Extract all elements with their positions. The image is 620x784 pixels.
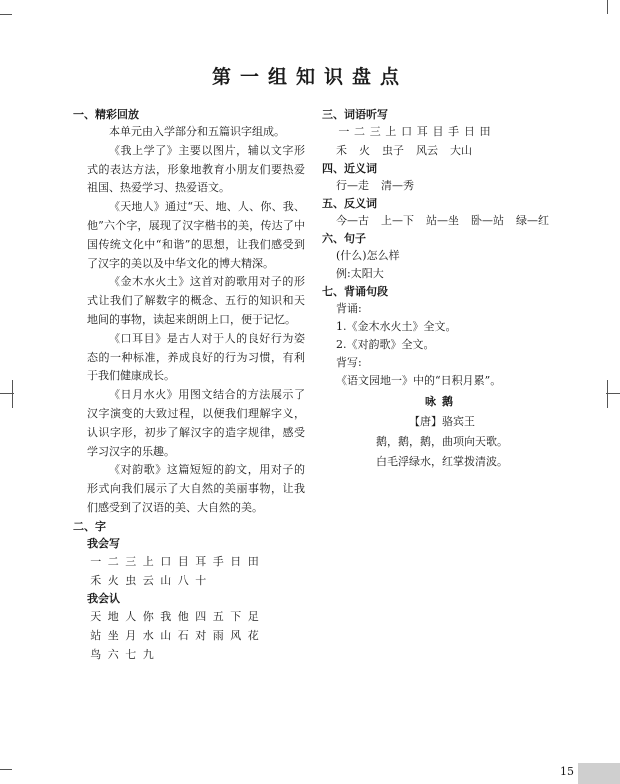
poem-author: 【唐】骆宾王 [409,414,475,428]
char: 口 [401,125,413,138]
char: 站 [90,629,102,643]
char: 风 [230,629,242,643]
page-number: 15 [560,765,574,778]
char: 八 [177,573,189,587]
char: 山 [160,573,172,587]
char: 目 [177,554,189,568]
left-column [73,106,305,665]
char: 一 [338,125,350,138]
char: 七 [125,647,137,661]
word: 虫子 [382,143,404,157]
right-column [322,106,562,472]
synonym-row [336,177,562,195]
word: 火 [359,143,370,157]
char: 虫 [125,573,137,587]
char: 你 [142,610,154,624]
char: 目 [432,125,444,138]
word-row [336,123,562,142]
paragraph: 《口耳目》是古人对于人的良好行为姿态的一种标准，养成良好的行为习惯，有利于我们健康成长。 [87,331,305,383]
synonym-pair: 清—秀 [381,178,414,192]
char: 雨 [212,629,224,643]
word-row [336,142,562,160]
char: 手 [448,125,460,138]
paragraph: 本单元由入学部分和五篇识字组成。 [109,125,285,138]
crop-mark-right [606,393,620,394]
section-heading-recitation: 七、背诵句段 [322,284,388,298]
char: 天 [90,610,102,624]
char: 六 [107,647,119,661]
char: 云 [142,573,154,587]
char: 三 [125,554,137,568]
paragraph: 《金木水火土》这首对韵歌用对子的形式让我们了解数字的概念、五行的知识和天地间的事物，读起来朗朗上口，便于记忆。 [87,275,305,326]
char: 对 [195,629,207,643]
char: 禾 [90,573,102,587]
synonym-pair: 行—走 [336,178,369,192]
char: 二 [107,554,119,568]
recite-line: 1.《金木水火土》全文。 [336,319,457,333]
char-row [87,627,305,646]
char: 花 [247,629,259,643]
crop-mark-top-left [0,14,12,15]
write-label: 我会写 [87,536,120,550]
section-heading-characters: 二、字 [73,519,106,533]
char: 田 [247,554,259,568]
char-row [87,608,305,627]
word: 禾 [336,143,347,157]
paragraph: 《天地人》通过“天、地、人、你、我、他”六个字，展现了汉字楷书的美，传达了中国传统文化中“和谐”的思想，让我们感受到了汉字的美以及中华文化的博大精深。 [87,200,305,270]
char: 四 [195,610,207,624]
char: 鸟 [90,647,102,661]
word: 风云 [416,143,438,157]
char: 月 [125,629,137,643]
crop-mark-right-v [607,380,608,408]
char: 三 [369,125,381,138]
paragraph: 《日月水火》用图文结合的方法展示了汉字演变的大致过程，以便我们理解字义，认识字形，初步了解汉字的造字规律，感受学习汉字的乐趣。 [87,388,305,458]
page-title: 第一组知识盘点 [211,66,408,88]
read-label: 我会认 [87,592,120,606]
char: 上 [385,125,397,138]
crop-mark-top-right [607,0,608,14]
char: 五 [212,610,224,624]
recite-line: 《语文园地一》中的“日积月累”。 [336,373,502,387]
antonym-pair: 站—坐 [426,213,459,227]
antonym-pair: 绿—红 [516,213,549,227]
poem-line: 鹅，鹅，鹅，曲项向天歌。 [376,434,508,448]
section-heading-antonyms: 五、反义词 [322,196,377,210]
page-tab [578,763,620,784]
section-heading-dictation: 三、词语听写 [322,108,388,121]
char: 坐 [107,629,119,643]
char: 十 [195,573,207,587]
char: 田 [479,125,491,138]
char: 日 [463,125,475,138]
crop-mark-bottom-left [0,769,12,770]
char: 日 [230,554,242,568]
char-row [87,646,305,665]
char: 九 [142,647,154,661]
char: 火 [107,573,119,587]
char: 人 [125,610,137,624]
antonym-pair: 今—古 [336,213,369,227]
poem-line: 白毛浮绿水，红掌拨清波。 [376,454,508,468]
recite-line: 背写: [336,355,362,369]
poem-title: 咏鹅 [425,394,459,408]
char-row [87,572,305,591]
char: 上 [142,554,154,568]
char-row [87,553,305,572]
section-heading-review: 一、精彩回放 [73,108,139,121]
char: 口 [160,554,172,568]
char: 我 [160,610,172,624]
paragraph: 《我上学了》主要以图片，辅以文字形式的表达方法，形象地教育小朋友们要热爱祖国、热爱学习、热爱语文。 [87,143,305,195]
char: 二 [354,125,366,138]
crop-mark-left-v [12,380,13,408]
antonym-pair: 上—下 [381,213,414,227]
char: 水 [142,629,154,643]
word: 大山 [450,143,472,157]
char: 手 [212,554,224,568]
antonym-pair: 卧—站 [471,213,504,227]
paragraph: 《对韵歌》这篇短短的韵文，用对子的形式向我们展示了大自然的美丽事物，让我们感受到了汉语的美、大自然的美。 [87,463,305,514]
sentence-example: 例:太阳大 [336,266,384,280]
recite-line: 2.《对韵歌》全文。 [336,337,435,351]
char: 耳 [416,125,428,138]
char: 他 [177,610,189,624]
section-heading-synonyms: 四、近义词 [322,161,377,175]
char: 足 [247,610,259,624]
char: 一 [90,554,102,568]
char: 石 [177,629,189,643]
char: 地 [107,610,119,624]
section-heading-sentences: 六、句子 [322,231,366,245]
char: 山 [160,629,172,643]
char: 耳 [195,554,207,568]
antonym-row [336,212,562,230]
char: 下 [230,610,242,624]
sentence-pattern: (什么)怎么样 [336,248,400,262]
recite-line: 背诵: [336,301,362,315]
